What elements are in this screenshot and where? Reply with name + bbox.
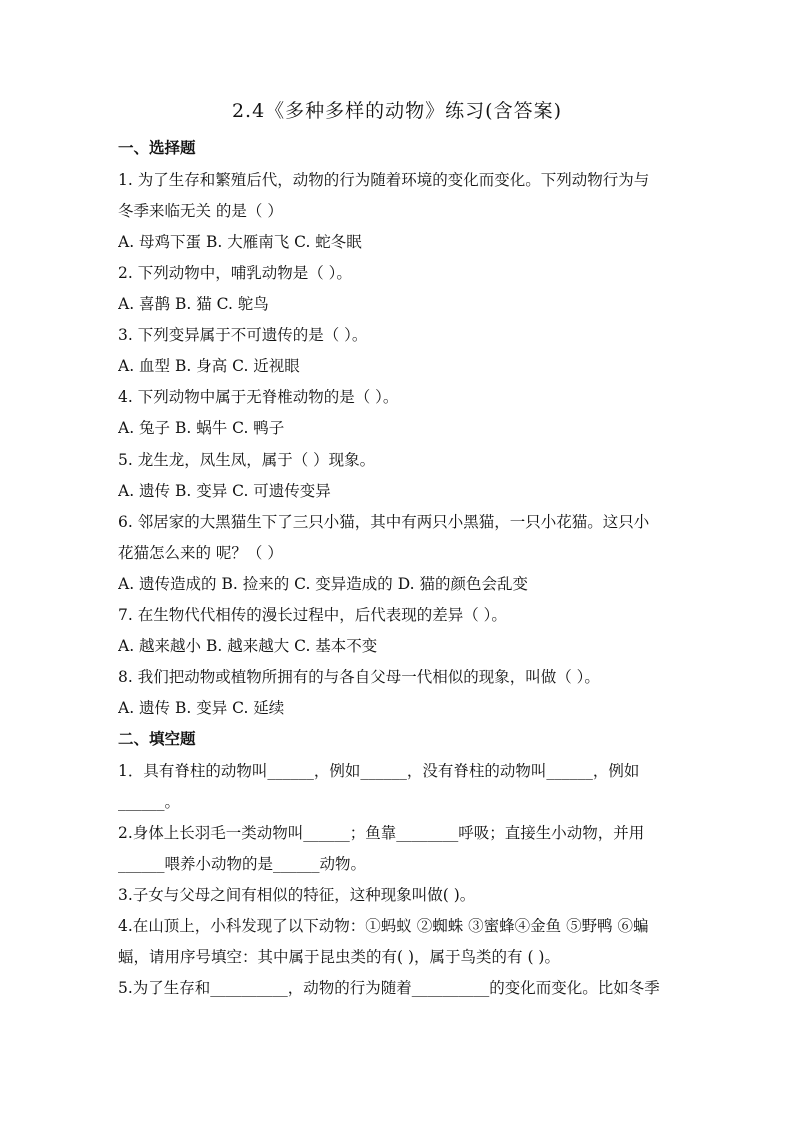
fill-line-1: 1．具有脊柱的动物叫______，例如______，没有脊柱的动物叫______，例如 xyxy=(118,762,640,780)
question-3: 3. 下列变异属于不可遗传的是（ ）。 xyxy=(118,326,368,344)
fill-line-5: 3.子女与父母之间有相似的特征，这种现象叫做( )。 xyxy=(118,886,476,904)
fill-line-7: 蝠，请用序号填空：其中属于昆虫类的有( )，属于鸟类的有 ( )。 xyxy=(118,948,560,966)
fill-line-3: 2.身体上长羽毛一类动物叫______；鱼靠________呼吸；直接生小动物，并用 xyxy=(118,824,645,842)
question-1-options: A. 母鸡下蛋 B. 大雁南飞 C. 蛇冬眠 xyxy=(118,233,362,251)
question-5: 5. 龙生龙，凤生凤，属于（ ）现象。 xyxy=(118,451,376,469)
fill-line-4: ______喂养小动物的是______动物。 xyxy=(118,855,367,873)
question-4: 4. 下列动物中属于无脊椎动物的是（ ）。 xyxy=(118,388,399,406)
fill-line-2: ______。 xyxy=(118,793,181,811)
question-6-options: A. 遗传造成的 B. 捡来的 C. 变异造成的 D. 猫的颜色会乱变 xyxy=(118,575,528,593)
question-8-options: A. 遗传 B. 变异 C. 延续 xyxy=(118,699,285,717)
section-heading-fill: 二、填空题 xyxy=(118,730,196,748)
question-2-options: A. 喜鹊 B. 猫 C. 鸵鸟 xyxy=(118,295,269,313)
question-5-options: A. 遗传 B. 变异 C. 可遗传变异 xyxy=(118,482,331,500)
question-1-line-2: 冬季来临无关 的是（ ） xyxy=(118,202,283,220)
question-7: 7. 在生物代代相传的漫长过程中，后代表现的差异（ ）。 xyxy=(118,606,507,624)
question-6-line-1: 6. 邻居家的大黑猫生下了三只小猫，其中有两只小黑猫，一只小花猫。这只小 xyxy=(118,513,650,531)
document-title: 2.4《多种多样的动物》练习(含答案) xyxy=(231,100,563,122)
question-8: 8. 我们把动物或植物所拥有的与各自父母一代相似的现象，叫做（ ）。 xyxy=(118,668,600,686)
fill-line-6: 4.在山顶上，小科发现了以下动物：①蚂蚁 ②蜘蛛 ③蜜蜂④金鱼 ⑤野鸭 ⑥蝙 xyxy=(118,917,649,935)
question-6-line-2: 花猫怎么来的 呢？（ ） xyxy=(118,544,283,562)
question-2: 2. 下列动物中，哺乳动物是（ ）。 xyxy=(118,264,352,282)
question-4-options: A. 兔子 B. 蜗牛 C. 鸭子 xyxy=(118,419,285,437)
section-heading-choice: 一、选择题 xyxy=(118,139,196,157)
question-3-options: A. 血型 B. 身高 C. 近视眼 xyxy=(118,357,300,375)
fill-line-8: 5.为了生存和__________，动物的行为随着__________的变化而变化。比如冬季 xyxy=(118,979,660,997)
question-7-options: A. 越来越小 B. 越来越大 C. 基本不变 xyxy=(118,637,378,655)
question-1-line-1: 1. 为了生存和繁殖后代，动物的行为随着环境的变化而变化。下列动物行为与 xyxy=(118,171,650,189)
